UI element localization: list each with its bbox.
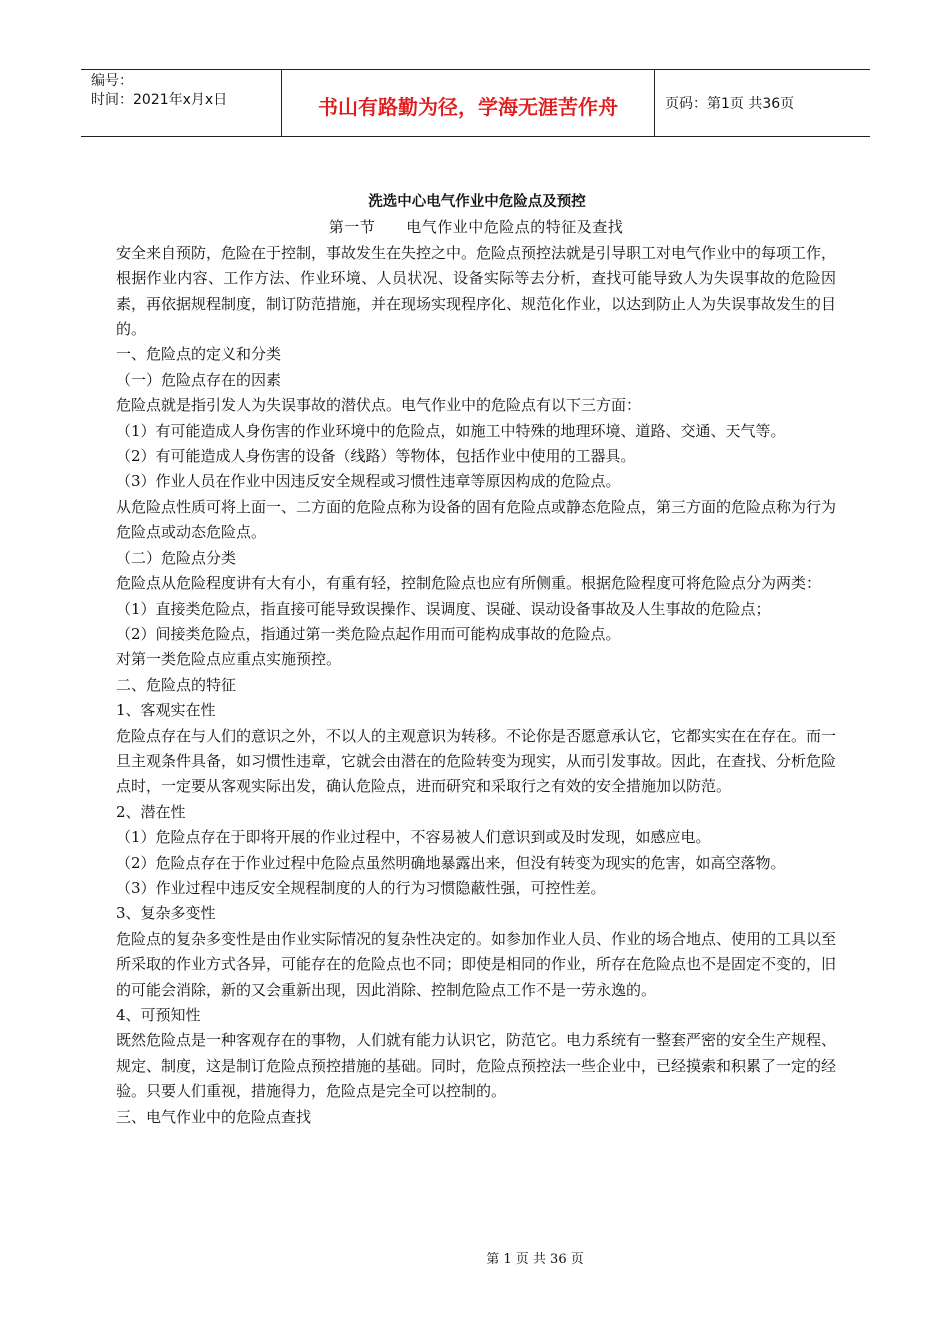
paragraph: 危险点就是指引发人为失误事故的潜伏点。电气作业中的危险点有以下三方面： — [116, 396, 642, 415]
paragraph: （1）有可能造成人身伤害的作业环境中的危险点，如施工中特殊的地理环境、道路、交通、天气等。 — [116, 421, 786, 440]
paragraph: 2、潜在性 — [116, 802, 186, 821]
section-heading: 第一节 电气作业中危险点的特征及查找 — [328, 218, 624, 237]
document-number-label: 编号： — [91, 73, 133, 89]
paragraph: 二、危险点的特征 — [116, 675, 237, 694]
header-table — [81, 69, 870, 137]
paragraph: 安全来自预防，危险在于控制，事故发生在失控之中。危险点预控法就是引导职工对电气作业中的每项工作，根据作业内容、工作方法、作业环境、人员状况、设备实际等去分析，查找可能导致人为失误事故的危险因素，再依据规程制度，制订防范措施，并在现场实现程序化、规范化作业，以达到防止人为失误事故发生的目的。 — [116, 243, 837, 339]
paragraph: （3）作业过程中违反安全规程制度的人的行为习惯隐蔽性强，可控性差。 — [116, 878, 606, 897]
paragraph: （1）直接类危险点，指直接可能导致误操作、误调度、误碰、误动设备事故及人生事故的危险点； — [116, 599, 771, 618]
paragraph: （一）危险点存在的因素 — [116, 370, 282, 389]
footer-page-number: 第 1 页 共 36 页 — [486, 1252, 584, 1267]
paragraph: （二）危险点分类 — [116, 548, 237, 567]
paragraph: （2）危险点存在于作业过程中危险点虽然明确地暴露出来，但没有转变为现实的危害，如高空落物。 — [116, 853, 786, 872]
document-title: 洗选中心电气作业中危险点及预控 — [368, 194, 586, 210]
paragraph: 危险点从危险程度讲有大有小，有重有轻，控制危险点也应有所侧重。根据危险程度可将危险点分为两类： — [116, 574, 822, 593]
header-page-info: 页码：第1页 共36页 — [665, 96, 795, 112]
paragraph: （2）间接类危险点，指通过第一类危险点起作用而可能构成事故的危险点。 — [116, 624, 621, 643]
paragraph: （2）有可能造成人身伤害的设备（线路）等物体，包括作业中使用的工器具。 — [116, 447, 636, 466]
paragraph: 危险点的复杂多变性是由作业实际情况的复杂性决定的。如参加作业人员、作业的场合地点、使用的工具以至所采取的作业方式各异，可能存在的危险点也不同；即使是相同的作业，所存在危险点也不是固定不变的，旧的可能会消除，新的又会重新出现，因此消除、控制危险点工作不是一劳永逸的。 — [116, 929, 837, 999]
header-page-cell — [655, 70, 870, 136]
paragraph: 一、危险点的定义和分类 — [116, 345, 282, 364]
paragraph: 3、复杂多变性 — [116, 904, 216, 923]
paragraph: 对第一类危险点应重点实施预控。 — [116, 650, 342, 669]
header-motto: 书山有路勤为径，学海无涯苦作舟 — [318, 94, 618, 119]
header-meta-cell — [81, 70, 282, 136]
paragraph: （1）危险点存在于即将开展的作业过程中，不容易被人们意识到或及时发现，如感应电。 — [116, 828, 711, 847]
paragraph: 既然危险点是一种客观存在的事物，人们就有能力认识它，防范它。电力系统有一整套严密的安全生产规程、规定、制度，这是制订危险点预控措施的基础。同时，危险点预控法一些企业中，已经摸索和积累了一定的经验。只要人们重视，措施得力，危险点是完全可以控制的。 — [116, 1031, 837, 1101]
paragraph: （3）作业人员在作业中因违反安全规程或习惯性违章等原因构成的危险点。 — [116, 472, 621, 491]
paragraph: 1、客观实在性 — [116, 701, 216, 720]
paragraph: 4、可预知性 — [116, 1006, 201, 1024]
paragraph: 危险点存在与人们的意识之外，不以人的主观意识为转移。不论你是否愿意承认它，它都实实在在存在。而一旦主观条件具备，如习惯性违章，它就会由潜在的危险转变为现实，从而引发事故。因此，在查找、分析危险点时，一定要从客观实际出发，确认危险点，进而研究和采取行之有效的安全措施加以防范。 — [116, 726, 837, 796]
header-motto-cell — [282, 70, 655, 136]
paragraph: 三、电气作业中的危险点查找 — [116, 1107, 312, 1126]
document-body — [116, 190, 836, 1130]
document-date-label: 时间：2021年x月x日 — [91, 92, 228, 108]
paragraph: 从危险点性质可将上面一、二方面的危险点称为设备的固有危险点或静态危险点，第三方面的危险点称为行为危险点或动态危险点。 — [116, 497, 837, 542]
page-footer — [0, 1248, 950, 1267]
